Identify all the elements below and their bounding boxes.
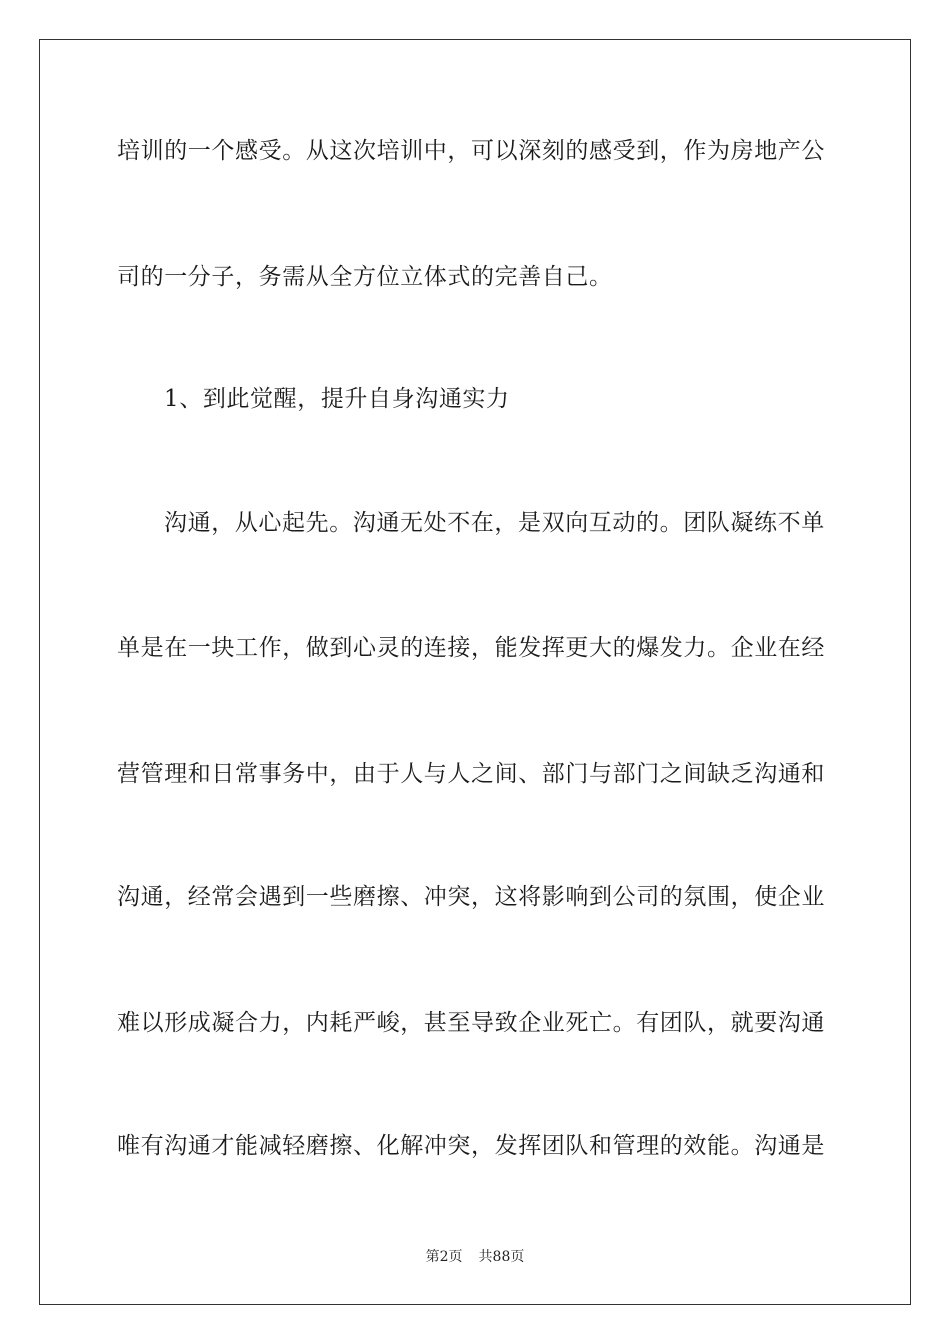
current-page-number: 第2页 (425, 1249, 463, 1265)
body-text-line: 司的一分子，务需从全方位立体式的完善自己。 (117, 264, 613, 290)
body-text-line: 沟通，经常会遇到一些磨擦、冲突，这将影响到公司的氛围，使企业 (117, 884, 825, 910)
body-text-line: 营管理和日常事务中，由于人与人之间、部门与部门之间缺乏沟通和 (117, 761, 825, 787)
body-text-line: 单是在一块工作，做到心灵的连接，能发挥更大的爆发力。企业在经 (117, 635, 825, 661)
body-text-line: 唯有沟通才能减轻磨擦、化解冲突，发挥团队和管理的效能。沟通是 (117, 1133, 825, 1159)
body-text-line: 难以形成凝合力，内耗严峻，甚至导致企业死亡。有团队，就要沟通 (117, 1010, 825, 1036)
section-heading: 1、到此觉醒，提升自身沟通实力 (164, 386, 510, 412)
body-text-line: 沟通，从心起先。沟通无处不在，是双向互动的。团队凝练不单 (164, 510, 825, 536)
body-text-line: 培训的一个感受。从这次培训中，可以深刻的感受到，作为房地产公 (117, 138, 825, 164)
page-footer (0, 1248, 950, 1266)
page-border (39, 39, 911, 1305)
total-page-count: 共88页 (478, 1249, 525, 1265)
